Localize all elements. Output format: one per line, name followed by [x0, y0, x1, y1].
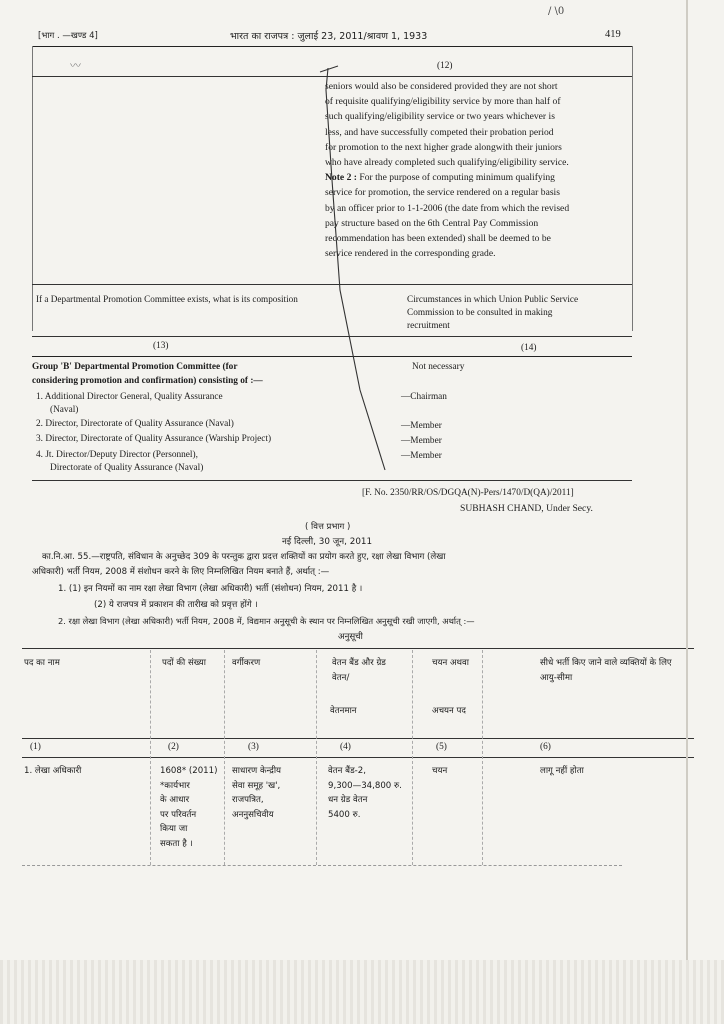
gazette-title: भारत का राजपत्र : जुलाई 23, 2011/श्रावण 1, 1933: [230, 31, 428, 42]
column-number-14: (14): [521, 343, 537, 353]
dpc-title-line1: Group 'B' Departmental Promotion Committee (for: [32, 362, 238, 372]
col-divider-3: [316, 650, 317, 865]
pen-stroke: [290, 60, 410, 480]
signatory: SUBHASH CHAND, Under Secy.: [460, 503, 593, 514]
notification-intro-1: का.नि.आ. 55.—राष्ट्रपति, संविधान के अनुच्छेद 309 के परन्तुक द्वारा प्रदत्त शक्तियों का प्रयोग करते हुए, रक्षा लेखा विभाग (लेखा: [42, 552, 446, 562]
th-post-name: पद का नाम: [24, 658, 60, 668]
table-top-rule: [22, 648, 694, 649]
dpc-member-4: 4. Jt. Director/Deputy Director (Personnel), Directorate of Quality Assurance (Naval): [36, 450, 204, 473]
dpc-member-2: 2. Director, Directorate of Quality Assurance (Naval): [36, 419, 234, 429]
column-number-12: (12): [437, 61, 453, 71]
dpc-role-2: —Member: [401, 421, 442, 431]
pen-marks: / \0: [548, 6, 565, 17]
th-classification: वर्गीकरण: [232, 658, 261, 668]
rule-2: 2. रक्षा लेखा विभाग (लेखा अधिकारी) भर्ती नियम, 2008 में, विद्यमान अनुसूची के स्थान पर निम्नलिखित अनुसूची रखी जाएगी, अर्थात् :—: [58, 616, 475, 626]
col-divider-4: [412, 650, 413, 865]
table-bottom-rule: [22, 865, 622, 866]
section-label: [भाग . —खण्ड 4]: [38, 31, 98, 41]
col-num-6: (6): [540, 742, 551, 752]
rule-1-2: (2) ये राजपत्र में प्रकाशन की तारीख को प्रवृत्त होंगे ।: [94, 600, 258, 610]
th-number-of-posts: पदों की संख्या: [162, 658, 207, 668]
ministry-label: ( वित्त प्रभाग ): [305, 522, 351, 532]
cell-post-name: 1. लेखा अधिकारी: [24, 766, 82, 776]
cell-classification: साधारण केन्द्रीय सेवा समूह 'ख', राजपत्रित, अननुसचिवीय: [232, 766, 282, 820]
eligibility-paragraph: seniors would also be considered provided they are not short of requisite qualifying/eligibility service by more than half of such qualifying/eligibility service or two years whichever is less, and have successfully competed their probation period for promotion to the next higher grade alongwith their juniors who have already completed such qualifying/eligibility service. Note 2 : For the purpose of computing minimum qualifying service for promotion, the service rendered on a regular basis by an officer prior to 1-1-2006 (the date from which the revised pay structure based on the 6th Central Pay Commission recommendation has been extended) shall be deemed to be service rendered in the corresponding grade.: [325, 81, 570, 260]
cell-pay-band: वेतन बैंड-2, 9,300—34,800 रु. धन ग्रेड वेतन 5400 रु.: [328, 766, 402, 820]
dpc-role-1: —Chairman: [401, 392, 447, 402]
dpc-role-3: —Member: [401, 436, 442, 446]
col-divider-5: [482, 650, 483, 865]
cell-selection: चयन: [432, 766, 448, 776]
th-pay-scale: वेतनमान: [330, 706, 357, 716]
notification-intro-2: अधिकारी) भर्ती नियम, 2008 में संशोधन करने के लिए निम्नलिखित नियम बनाते हैं, अर्थात् :—: [32, 567, 330, 577]
left-border-top: [32, 46, 33, 331]
col-num-5: (5): [436, 742, 447, 752]
cell-number-of-posts: 1608* (2011) *कार्यभार के आधार पर परिवर्तन किया जा सकता है ।: [160, 766, 218, 849]
column-number-13: (13): [153, 341, 169, 351]
dpc-member-1: 1. Additional Director General, Quality Assurance (Naval): [36, 392, 223, 415]
th-pay-band: वेतन बैंड और ग्रेड वेतन/: [332, 658, 386, 683]
note-label: Note 2 :: [325, 172, 357, 184]
place-date: नई दिल्ली, 30 जून, 2011: [282, 537, 373, 547]
upsc-column-header: Circumstances in which Union Public Service Commission to be consulted in making recruitment: [407, 295, 579, 331]
col-num-3: (3): [248, 742, 259, 752]
scribble-mark: 〰: [70, 59, 81, 72]
schedule-title: अनुसूची: [338, 632, 363, 642]
table-header-rule: [22, 738, 694, 739]
file-reference: [F. No. 2350/RR/OS/DGQA(N)-Pers/1470/D(QA)/2011]: [362, 488, 574, 498]
upsc-consultation-value: Not necessary: [412, 362, 465, 372]
dpc-column-header: If a Departmental Promotion Committee exists, what is its composition: [36, 294, 298, 304]
th-age-limit: सीधे भर्ती किए जाने वाले व्यक्तियों के लिए आयु-सीमा: [540, 658, 672, 683]
th-selection: चयन अथवा: [432, 658, 470, 668]
col-num-2: (2): [168, 742, 179, 752]
col-divider-1: [150, 650, 151, 865]
col-num-4: (4): [340, 742, 351, 752]
scan-right-edge: [686, 0, 688, 960]
dpc-title-line2: considering promotion and confirmation) consisting of :—: [32, 376, 263, 386]
dpc-role-4: —Member: [401, 451, 442, 461]
th-non-selection: अचयन पद: [432, 706, 466, 716]
cell-age-limit: लागू नहीं होता: [540, 766, 584, 776]
dpc-member-3: 3. Director, Directorate of Quality Assurance (Warship Project): [36, 434, 272, 444]
col-num-1: (1): [30, 742, 41, 752]
scan-bottom-edge: [0, 960, 724, 1024]
right-border-top: [632, 46, 633, 331]
section2-bottom-rule: [32, 480, 632, 481]
table-colnum-rule: [22, 757, 694, 758]
rule-1: 1. (1) इन नियमों का नाम रक्षा लेखा विभाग (लेखा अधिकारी) भर्ती (संशोधन) नियम, 2011 है ।: [58, 584, 363, 594]
header-rule: [32, 46, 632, 47]
col-divider-2: [224, 650, 225, 865]
page-number: 419: [605, 29, 621, 40]
